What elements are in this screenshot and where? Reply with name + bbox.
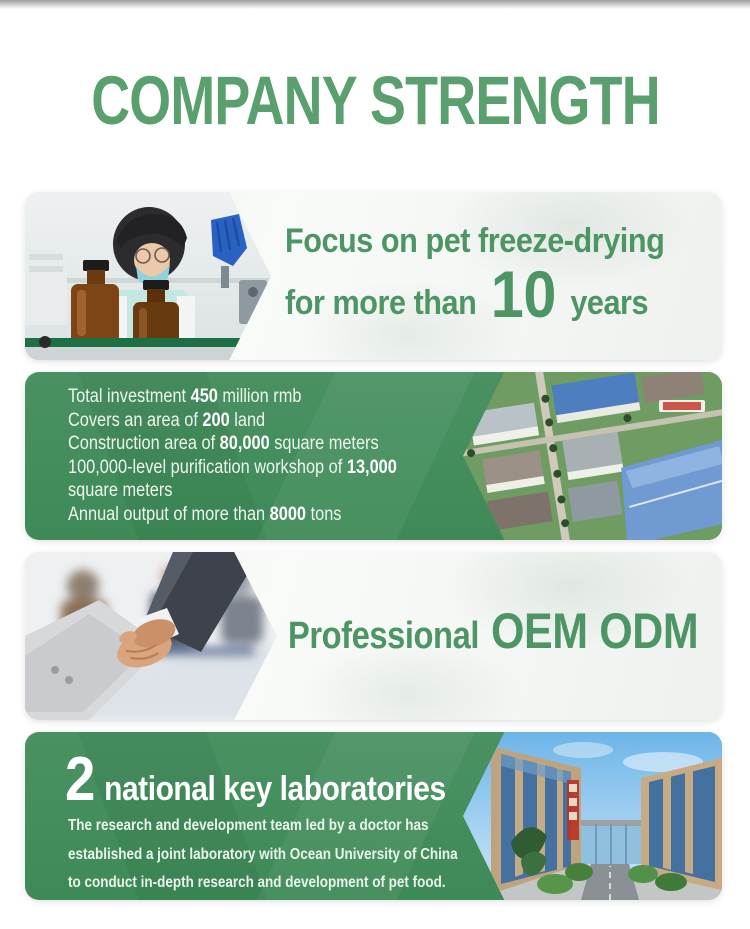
labs-description-line: to conduct in-depth research and development of pet food. [68,874,446,891]
experience-text [285,192,707,352]
stat-text: million rmb [217,386,302,407]
stat-value: 80,000 [219,433,270,454]
header [0,9,750,192]
labs-count: 2 [65,745,96,814]
stat-text: square meters [269,433,379,454]
stat-text: square meters [68,480,173,501]
experience-years-value: 10 [490,256,556,331]
stat-text: Total investment [68,386,191,407]
experience-line2-suffix: years [570,283,649,322]
page-title: COMPANY STRENGTH [90,62,660,139]
experience-line2 [285,256,664,331]
facility-stat-line [68,385,397,409]
oem-highlight: OEM ODM [491,603,699,659]
stat-text: land [229,409,266,431]
labs-description-line: The research and development team led by a doctor has [68,817,429,834]
oem-prefix: Professional [288,615,479,657]
handshake-photo [25,552,277,720]
oem-row [288,602,698,660]
stat-text: Covers an area of [68,409,203,431]
aerial-photo-illustration [463,372,722,540]
facility-stats [68,385,450,526]
facility-stat-line [68,456,397,480]
banner-oem [25,552,722,720]
stat-value: 13,000 [346,456,397,478]
banner-experience [25,192,722,360]
banner-facility [25,372,722,540]
stat-text: Construction area of [68,433,220,454]
labs-heading [65,745,446,814]
stat-value: 200 [202,409,230,431]
labs-description [68,812,516,898]
facility-stat-line [68,503,397,527]
experience-line2-prefix: for more than [285,283,477,322]
labs-description-line: established a joint laboratory with Ocean University of China [68,845,458,863]
banner-labs [25,732,722,900]
labs-title: national key laboratories [104,770,446,808]
aerial-factory-photo [463,372,722,540]
lab-photo-illustration [25,192,271,360]
facility-stat-line [68,432,397,456]
stat-text: tons [306,503,342,525]
stat-value: 8000 [269,503,307,525]
lab-researcher-photo [25,192,271,360]
top-shadow-strip [0,0,750,9]
facility-stat-line [68,479,397,503]
stat-value: 450 [190,386,218,407]
facility-stat-line [68,409,397,433]
stat-text: Annual output of more than [68,503,270,525]
experience-line1: Focus on pet freeze-drying [285,221,665,260]
stat-text: 100,000-level purification workshop of [68,456,347,478]
oem-text [288,552,722,710]
handshake-photo-illustration [25,552,277,720]
